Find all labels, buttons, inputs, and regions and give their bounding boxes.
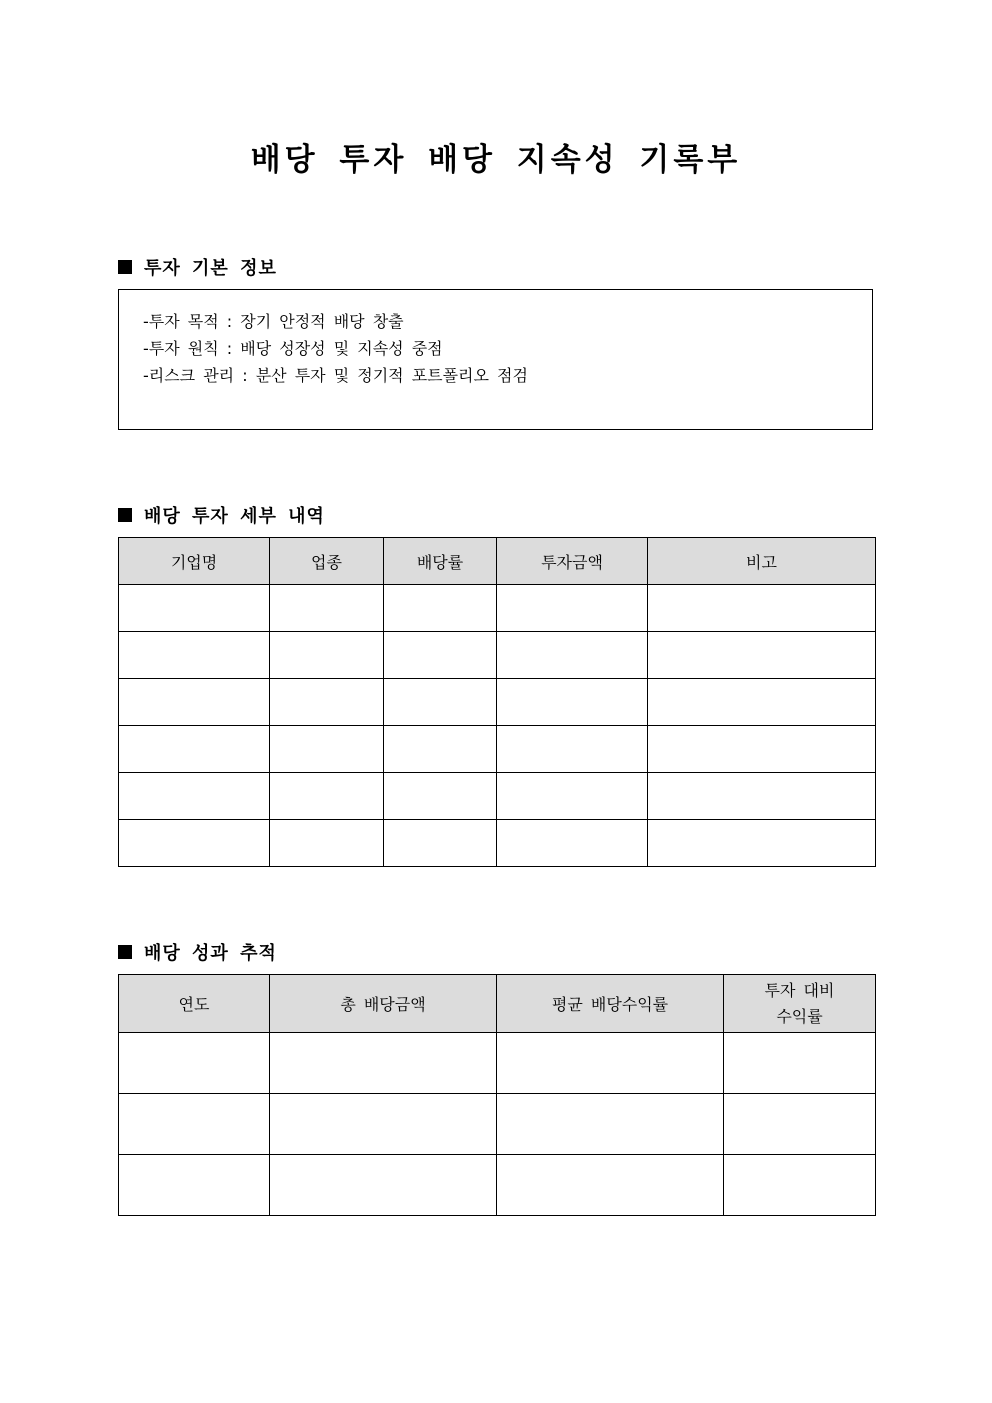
table-cell[interactable] (384, 820, 497, 867)
table-cell[interactable] (648, 820, 876, 867)
table-cell[interactable] (648, 679, 876, 726)
table-cell[interactable] (384, 773, 497, 820)
table-cell[interactable] (119, 773, 270, 820)
section-heading-basic-info (118, 254, 277, 280)
info-line-principle: -투자 원칙 : 배당 성장성 및 지속성 중점 (143, 339, 443, 358)
info-line-risk: -리스크 관리 : 분산 투자 및 정기적 포트폴리오 점검 (143, 366, 528, 385)
table-row (119, 773, 876, 820)
table-cell[interactable] (497, 820, 648, 867)
column-header-total-dividend: 총 배당금액 (270, 975, 497, 1033)
table-cell[interactable] (724, 1033, 876, 1094)
column-header-return-on-investment (724, 975, 876, 1033)
table-cell[interactable] (497, 1094, 724, 1155)
table-row (119, 820, 876, 867)
column-header-average-yield: 평균 배당수익률 (497, 975, 724, 1033)
table-cell[interactable] (497, 1033, 724, 1094)
table-cell[interactable] (119, 1033, 270, 1094)
table-row (119, 632, 876, 679)
table-row (119, 726, 876, 773)
table-cell[interactable] (270, 726, 384, 773)
table-cell[interactable] (648, 773, 876, 820)
table-cell[interactable] (270, 632, 384, 679)
column-header-investment-amount: 투자금액 (497, 538, 648, 585)
square-bullet-icon (118, 260, 132, 274)
info-line-purpose: -투자 목적 : 장기 안정적 배당 창출 (143, 312, 404, 331)
square-bullet-icon (118, 508, 132, 522)
dividend-details-table (118, 537, 876, 867)
table-cell[interactable] (119, 1094, 270, 1155)
column-header-dividend-rate: 배당률 (384, 538, 497, 585)
table-cell[interactable] (648, 585, 876, 632)
table-cell[interactable] (384, 679, 497, 726)
table-cell[interactable] (270, 679, 384, 726)
table-cell[interactable] (724, 1155, 876, 1216)
basic-info-box (118, 289, 873, 430)
table-row (119, 1033, 876, 1094)
column-header-year: 연도 (119, 975, 270, 1033)
table-cell[interactable] (270, 820, 384, 867)
table-cell[interactable] (497, 1155, 724, 1216)
table-cell[interactable] (648, 632, 876, 679)
table-cell[interactable] (724, 1094, 876, 1155)
table-cell[interactable] (270, 1033, 497, 1094)
table-row (119, 585, 876, 632)
section-heading-performance (118, 939, 277, 965)
table-cell[interactable] (497, 773, 648, 820)
table-cell[interactable] (497, 726, 648, 773)
table-header-row (119, 975, 876, 1033)
table-cell[interactable] (119, 632, 270, 679)
square-bullet-icon (118, 945, 132, 959)
section-heading-label: 투자 기본 정보 (144, 258, 277, 279)
table-cell[interactable] (384, 585, 497, 632)
table-row (119, 1155, 876, 1216)
column-header-industry: 업종 (270, 538, 384, 585)
column-header-remarks: 비고 (648, 538, 876, 585)
table-cell[interactable] (119, 679, 270, 726)
table-cell[interactable] (384, 632, 497, 679)
table-row (119, 1094, 876, 1155)
table-cell[interactable] (119, 820, 270, 867)
table-cell[interactable] (648, 726, 876, 773)
table-cell[interactable] (270, 1155, 497, 1216)
table-cell[interactable] (270, 585, 384, 632)
table-cell[interactable] (497, 679, 648, 726)
header-line: 투자 대비 (764, 980, 835, 1000)
table-cell[interactable] (497, 585, 648, 632)
table-cell[interactable] (119, 585, 270, 632)
table-cell[interactable] (384, 726, 497, 773)
table-cell[interactable] (497, 632, 648, 679)
section-heading-label: 배당 투자 세부 내역 (144, 506, 325, 527)
section-heading-details (118, 502, 325, 528)
table-cell[interactable] (119, 726, 270, 773)
dividend-performance-table (118, 974, 876, 1216)
table-row (119, 679, 876, 726)
table-cell[interactable] (270, 773, 384, 820)
header-line: 수익률 (776, 1006, 823, 1026)
table-cell[interactable] (119, 1155, 270, 1216)
table-cell[interactable] (270, 1094, 497, 1155)
section-heading-label: 배당 성과 추적 (144, 943, 277, 964)
document-title: 배당 투자 배당 지속성 기록부 (250, 142, 742, 178)
table-header-row (119, 538, 876, 585)
column-header-company: 기업명 (119, 538, 270, 585)
